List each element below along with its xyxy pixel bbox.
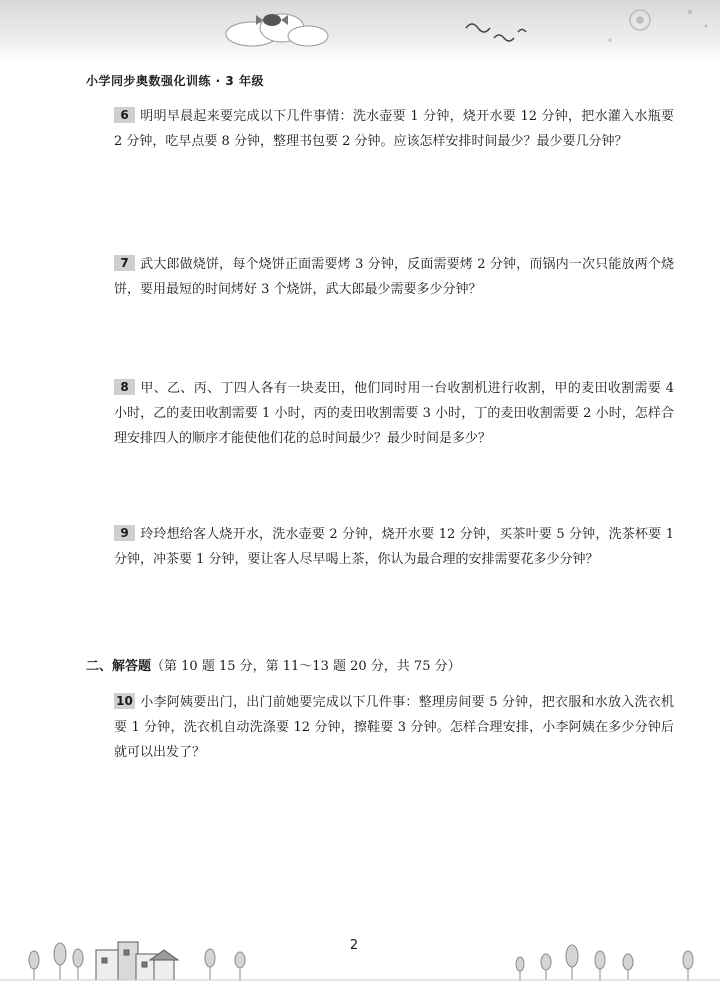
question-number: 10 [114,693,135,709]
house-icon [96,942,178,980]
running-head: 小学同步奥数强化训练 · 3 年级 [86,74,264,88]
question-item [86,522,674,572]
swirl-icon [466,24,526,41]
question-item [86,252,674,302]
question-text: 甲、乙、丙、丁四人各有一块麦田，他们同时用一台收割机进行收割，甲的麦田收割需要 4 小时，乙的麦田收割需要 1 小时，丙的麦田收割需要 3 小时，丁的麦田收割需要 2 小时，怎样合理安排四人的顺序才能使他们花的总时间最少？最少时间是多少？ [114,381,674,446]
question-number: 8 [114,379,135,395]
question-item [86,690,674,765]
page-number: 2 [349,938,359,953]
section-title: 二、解答题 [86,659,152,674]
question-text: 明明早晨起来要完成以下几件事情：洗水壶要 1 分钟，烧开水要 12 分钟，把水灌入水瓶要 2 分钟，吃早点要 8 分钟，整理书包要 2 分钟。应该怎样安排时间最少？最少要几分钟？ [114,109,674,149]
header-illustration [0,0,720,62]
section-heading [86,656,461,678]
question-item [86,376,674,451]
star-icon [609,10,708,42]
question-text: 武大郎做烧饼，每个烧饼正面需要烤 3 分钟，反面需要烤 2 分钟，而锅内一次只能放两个烧饼，要用最短的时间烤好 3 个烧饼，武大郎最少需要多少分钟？ [114,257,674,297]
question-text: 玲玲想给客人烧开水，洗水壶要 2 分钟，烧开水要 12 分钟，买茶叶要 5 分钟，洗茶杯要 1 分钟，冲茶要 1 分钟，要让客人尽早喝上茶，你认为最合理的安排需要花多少分钟？ [114,527,674,567]
question-item [86,104,674,154]
question-number: 7 [114,255,135,271]
question-number: 6 [114,107,135,123]
sun-icon [630,10,650,30]
section-scoring-note: （第 10 题 15 分，第 11～13 题 20 分，共 75 分） [151,659,461,674]
question-number: 9 [114,525,135,541]
question-text: 小李阿姨要出门，出门前她要完成以下几件事：整理房间要 5 分钟，把衣服和水放入洗衣机要 1 分钟，洗衣机自动洗涤要 12 分钟，擦鞋要 3 分钟。怎样合理安排，小李阿姨在多少分钟后就可以出发了？ [114,695,674,760]
